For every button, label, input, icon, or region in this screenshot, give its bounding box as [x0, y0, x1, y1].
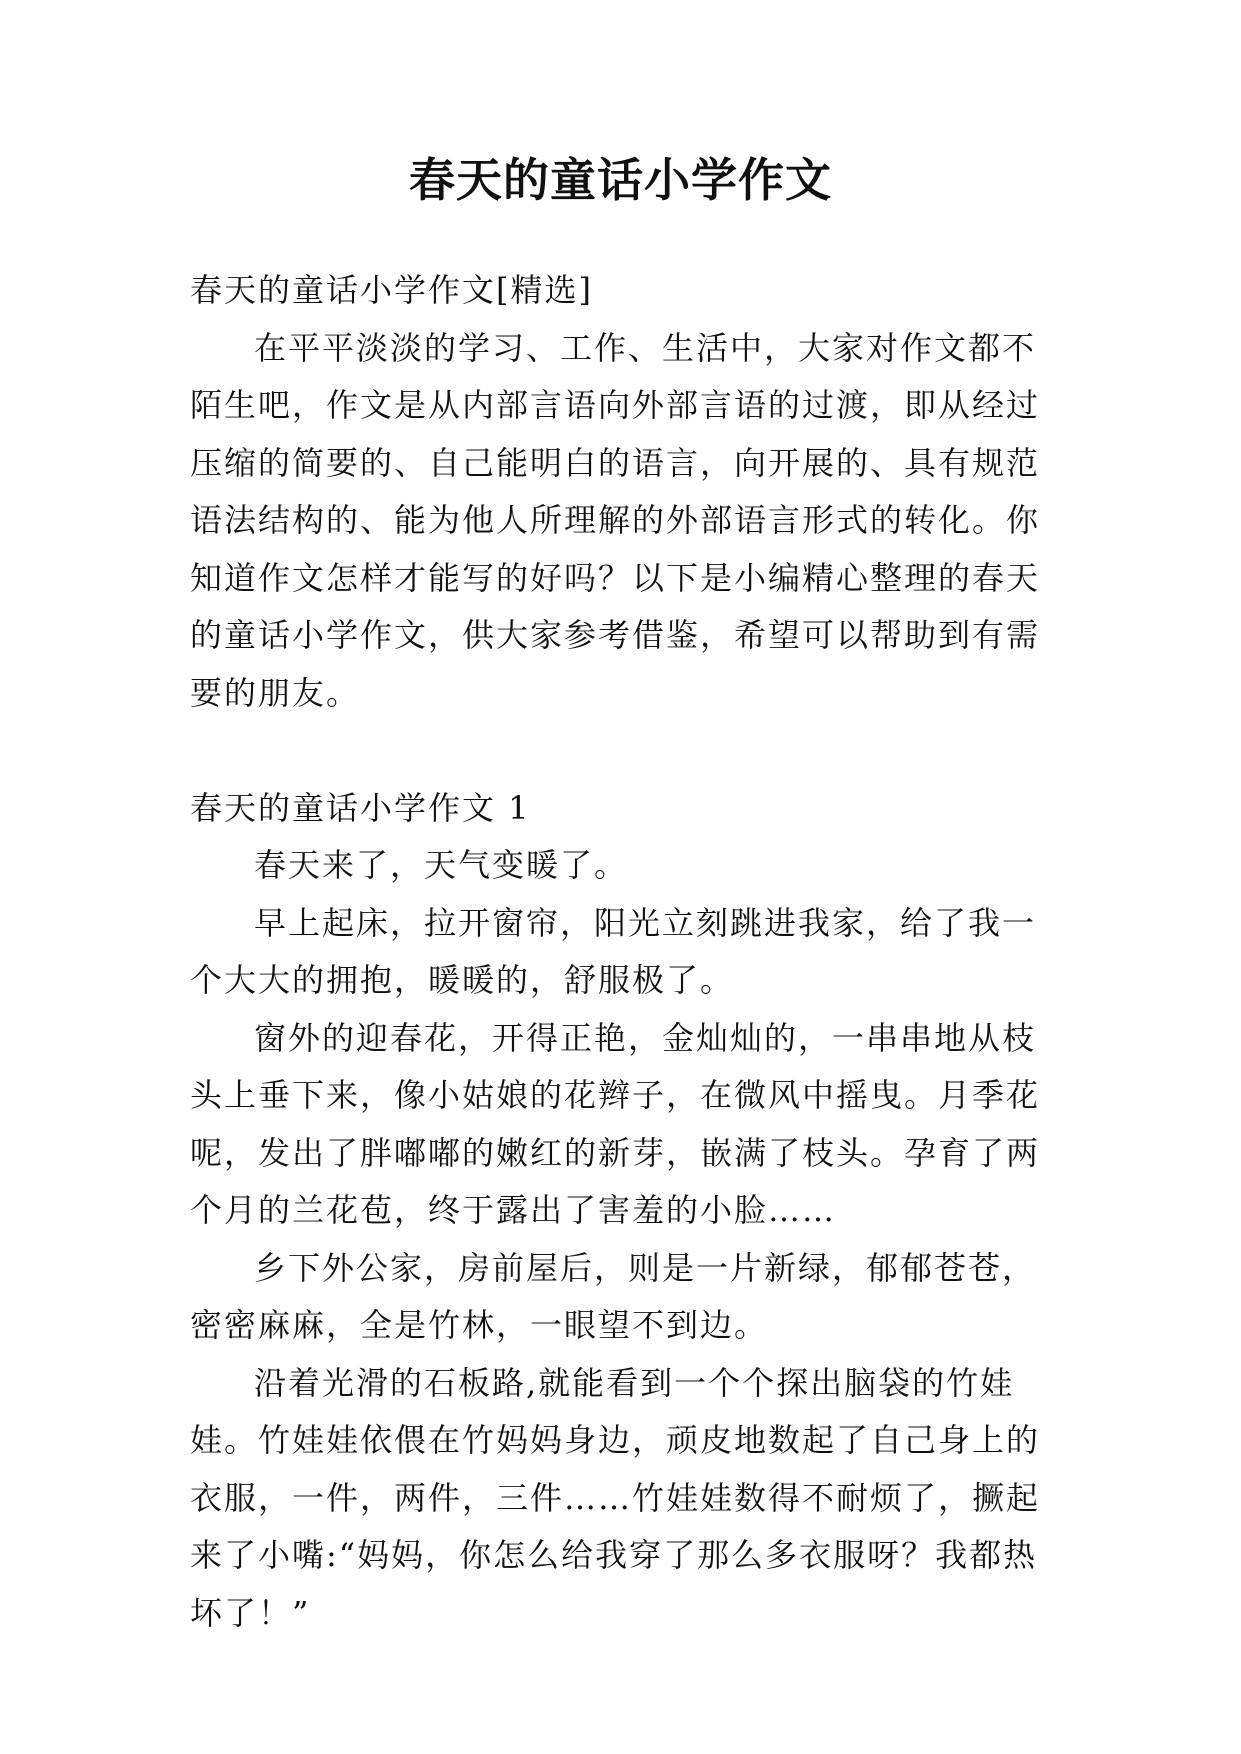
- document-subtitle: 春天的童话小学作文[精选]: [190, 271, 593, 309]
- section-paragraph: 窗外的迎春花，开得正艳，金灿灿的，一串串地从枝头上垂下来，像小姑娘的花辫子，在微风中摇曳。月季花呢，发出了胖嘟嘟的嫩红的新芽，嵌满了枝头。孕育了两个月的兰花苞，终于露出了害羞的小脸……: [190, 1018, 1041, 1229]
- section-gap: [190, 722, 1060, 780]
- intro-paragraph: 在平平淡淡的学习、工作、生活中，大家对作文都不陌生吧，作文是从内部言语向外部言语的过渡，即从经过压缩的简要的、自己能明白的语言，向开展的、具有规范语法结构的、能为他人所理解的外部语言形式的转化。你知道作文怎样才能写的好吗？以下是小编精心整理的春天的童话小学作文，供大家参考借鉴，希望可以帮助到有需要的朋友。: [190, 328, 1041, 712]
- section-paragraph: 沿着光滑的石板路,就能看到一个个探出脑袋的竹娃娃。竹娃娃依偎在竹妈妈身边，顽皮地数起了自己身上的衣服，一件，两件，三件……竹娃娃数得不耐烦了，撅起来了小嘴:“妈妈，你怎么给我穿了那么多衣服呀？我都热坏了！”: [190, 1363, 1041, 1632]
- document-body: [190, 262, 1060, 1642]
- section-paragraph: 早上起床，拉开窗帘，阳光立刻跳进我家，给了我一个大大的拥抱，暖暖的，舒服极了。: [190, 903, 1037, 999]
- document-title: 春天的童话小学作文: [409, 153, 832, 207]
- section-paragraph: 春天来了，天气变暖了。: [254, 846, 629, 884]
- section-heading: 春天的童话小学作文 1: [190, 788, 531, 827]
- section-paragraph: 乡下外公家，房前屋后，则是一片新绿，郁郁苍苍，密密麻麻，全是竹林，一眼望不到边。: [190, 1248, 1037, 1344]
